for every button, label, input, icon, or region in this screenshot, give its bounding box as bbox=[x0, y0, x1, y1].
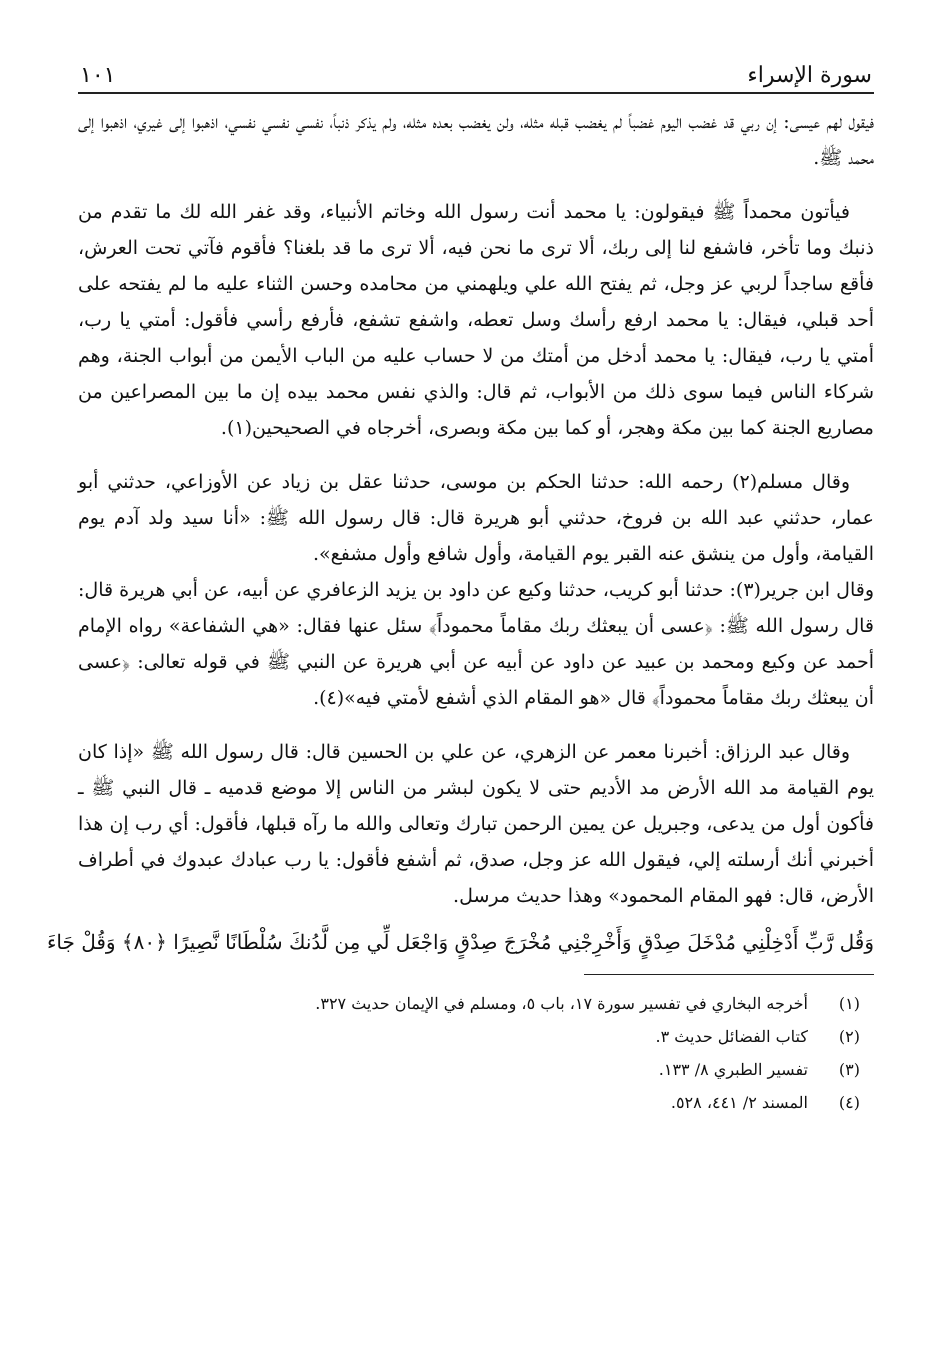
paragraph-muslim: وقال مسلم(٢) رحمه الله: حدثنا الحكم بن موسى، حدثنا عقل بن زياد عن الأوزاعي، حدثني أبو عمار، حدثني عبد الله بن فروخ، حدثني أبو هريرة قال: قال رسول الله ﷺ: «أنا سيد ولد آدم يوم القيامة، وأول من ينشق عنه القبر يوم القيامة، وأول شافع وأول مشفع». bbox=[78, 471, 874, 565]
footnote-text: المسند ٢/ ٤٤١، ٥٢٨. bbox=[670, 1093, 808, 1112]
footnote-item bbox=[78, 1053, 874, 1086]
footnote-divider bbox=[584, 974, 874, 975]
paragraph-abd-al-razzaq: وقال عبد الرزاق: أخبرنا معمر عن الزهري، عن علي بن الحسين قال: قال رسول الله ﷺ «إذا كان يوم القيامة مد الله الأرض مد الأديم حتى لا يكون لبشر من الناس إلا موضع قدميه ـ قال النبي ﷺ ـ فأكون أول من يدعى، وجبريل عن يمين الرحمن تبارك وتعالى والله ما رآه قبلها، فأقول: أي رب إن هذا أخبرني أنك أرسلته إلي، فيقول الله عز وجل، صدق، ثم أشفع فأقول: يا رب عبادك عبدوك في أطراف الأرض، قال: فهو المقام المحمود» وهذا حديث مرسل. bbox=[78, 741, 874, 907]
footnote-text: أخرجه البخاري في تفسير سورة ١٧، باب ٥، ومسلم في الإيمان حديث ٣٢٧. bbox=[315, 994, 808, 1013]
footnote-text: تفسير الطبري ٨/ ١٣٣. bbox=[658, 1060, 808, 1079]
footnote-text: كتاب الفضائل حديث ٣. bbox=[655, 1027, 808, 1046]
quran-verse: وَقُل رَّبِّ أَدْخِلْنِي مُدْخَلَ صِدْقٍ وَأَخْرِجْنِي مُخْرَجَ صِدْقٍ وَاجْعَل لِّي مِن لَّدُنكَ سُلْطَانًا نَّصِيرًا ﴿٨٠﴾ وَقُلْ جَاءَ bbox=[46, 930, 874, 954]
footnote-item bbox=[78, 987, 874, 1020]
paragraph-isa: فيقول لهم عيسى: إن ربي قد غضب اليوم غضباً لم يغضب قبله مثله، ولن يغضب بعده مثله، ولم يذكر ذنباً، نفسي نفسي نفسي، اذهبوا إلى غيري، اذهبوا إلى محمد ﷺ. bbox=[78, 111, 874, 169]
footnote-item bbox=[78, 1086, 874, 1119]
footnote-number: (٢) bbox=[838, 1027, 860, 1046]
footnote-item bbox=[78, 1020, 874, 1053]
footnote-number: (١) bbox=[838, 994, 860, 1013]
paragraph-ibn-jarir: وقال ابن جرير(٣): حدثنا أبو كريب، حدثنا وكيع عن داود بن يزيد الزعافري عن أبيه، عن أبي هريرة قال: قال رسول الله ﷺ: ﴿عسى أن يبعثك ربك مقاماً محموداً﴾ سئل عنها فقال: «هي الشفاعة» رواه الإمام أحمد عن وكيع ومحمد بن عبيد عن داود عن أبيه عن أبي هريرة عن النبي ﷺ في قوله تعالى: ﴿عسى أن يبعثك ربك مقاماً محموداً﴾ قال «هو المقام الذي أشفع لأمتي فيه»(٤). bbox=[78, 579, 874, 709]
main-text bbox=[78, 104, 874, 914]
surah-title: سورة الإسراء bbox=[747, 63, 872, 88]
footnote-number: (٤) bbox=[838, 1093, 860, 1112]
page-number: ١٠١ bbox=[80, 63, 116, 88]
page bbox=[46, 54, 874, 1119]
paragraph-muhammad: فيأتون محمداً ﷺ فيقولون: يا محمد أنت رسول الله وخاتم الأنبياء، وقد غفر الله لك ما تقدم من ذنبك وما تأخر، فاشفع لنا إلى ربك، ألا ترى ما نحن فيه، ألا ترى ما قد بلغنا؟ فأقوم فآتي تحت العرش، فأقع ساجداً لربي عز وجل، ثم يفتح الله علي ويلهمني من محامده وحسن الثناء عليه ما لم يفتحه على أحد قبلي، فيقال: يا محمد ارفع رأسك وسل تعطه، واشفع تشفع، فأرفع رأسي فأقول: أمتي يا رب، أمتي يا رب، فيقال: يا محمد أدخل من أمتك من لا حساب عليه من الباب الأيمن من أبواب الجنة، وهم شركاء الناس فيما سوى ذلك من الأبواب، ثم قال: والذي نفس محمد بيده إن ما بين المصراعين من مصاريع الجنة كما بين مكة وهجر، أو كما بين مكة وبصرى، أخرجاه في الصحيحين(١). bbox=[78, 201, 874, 439]
footnotes bbox=[78, 987, 874, 1119]
running-header bbox=[78, 54, 874, 94]
footnote-number: (٣) bbox=[838, 1060, 860, 1079]
